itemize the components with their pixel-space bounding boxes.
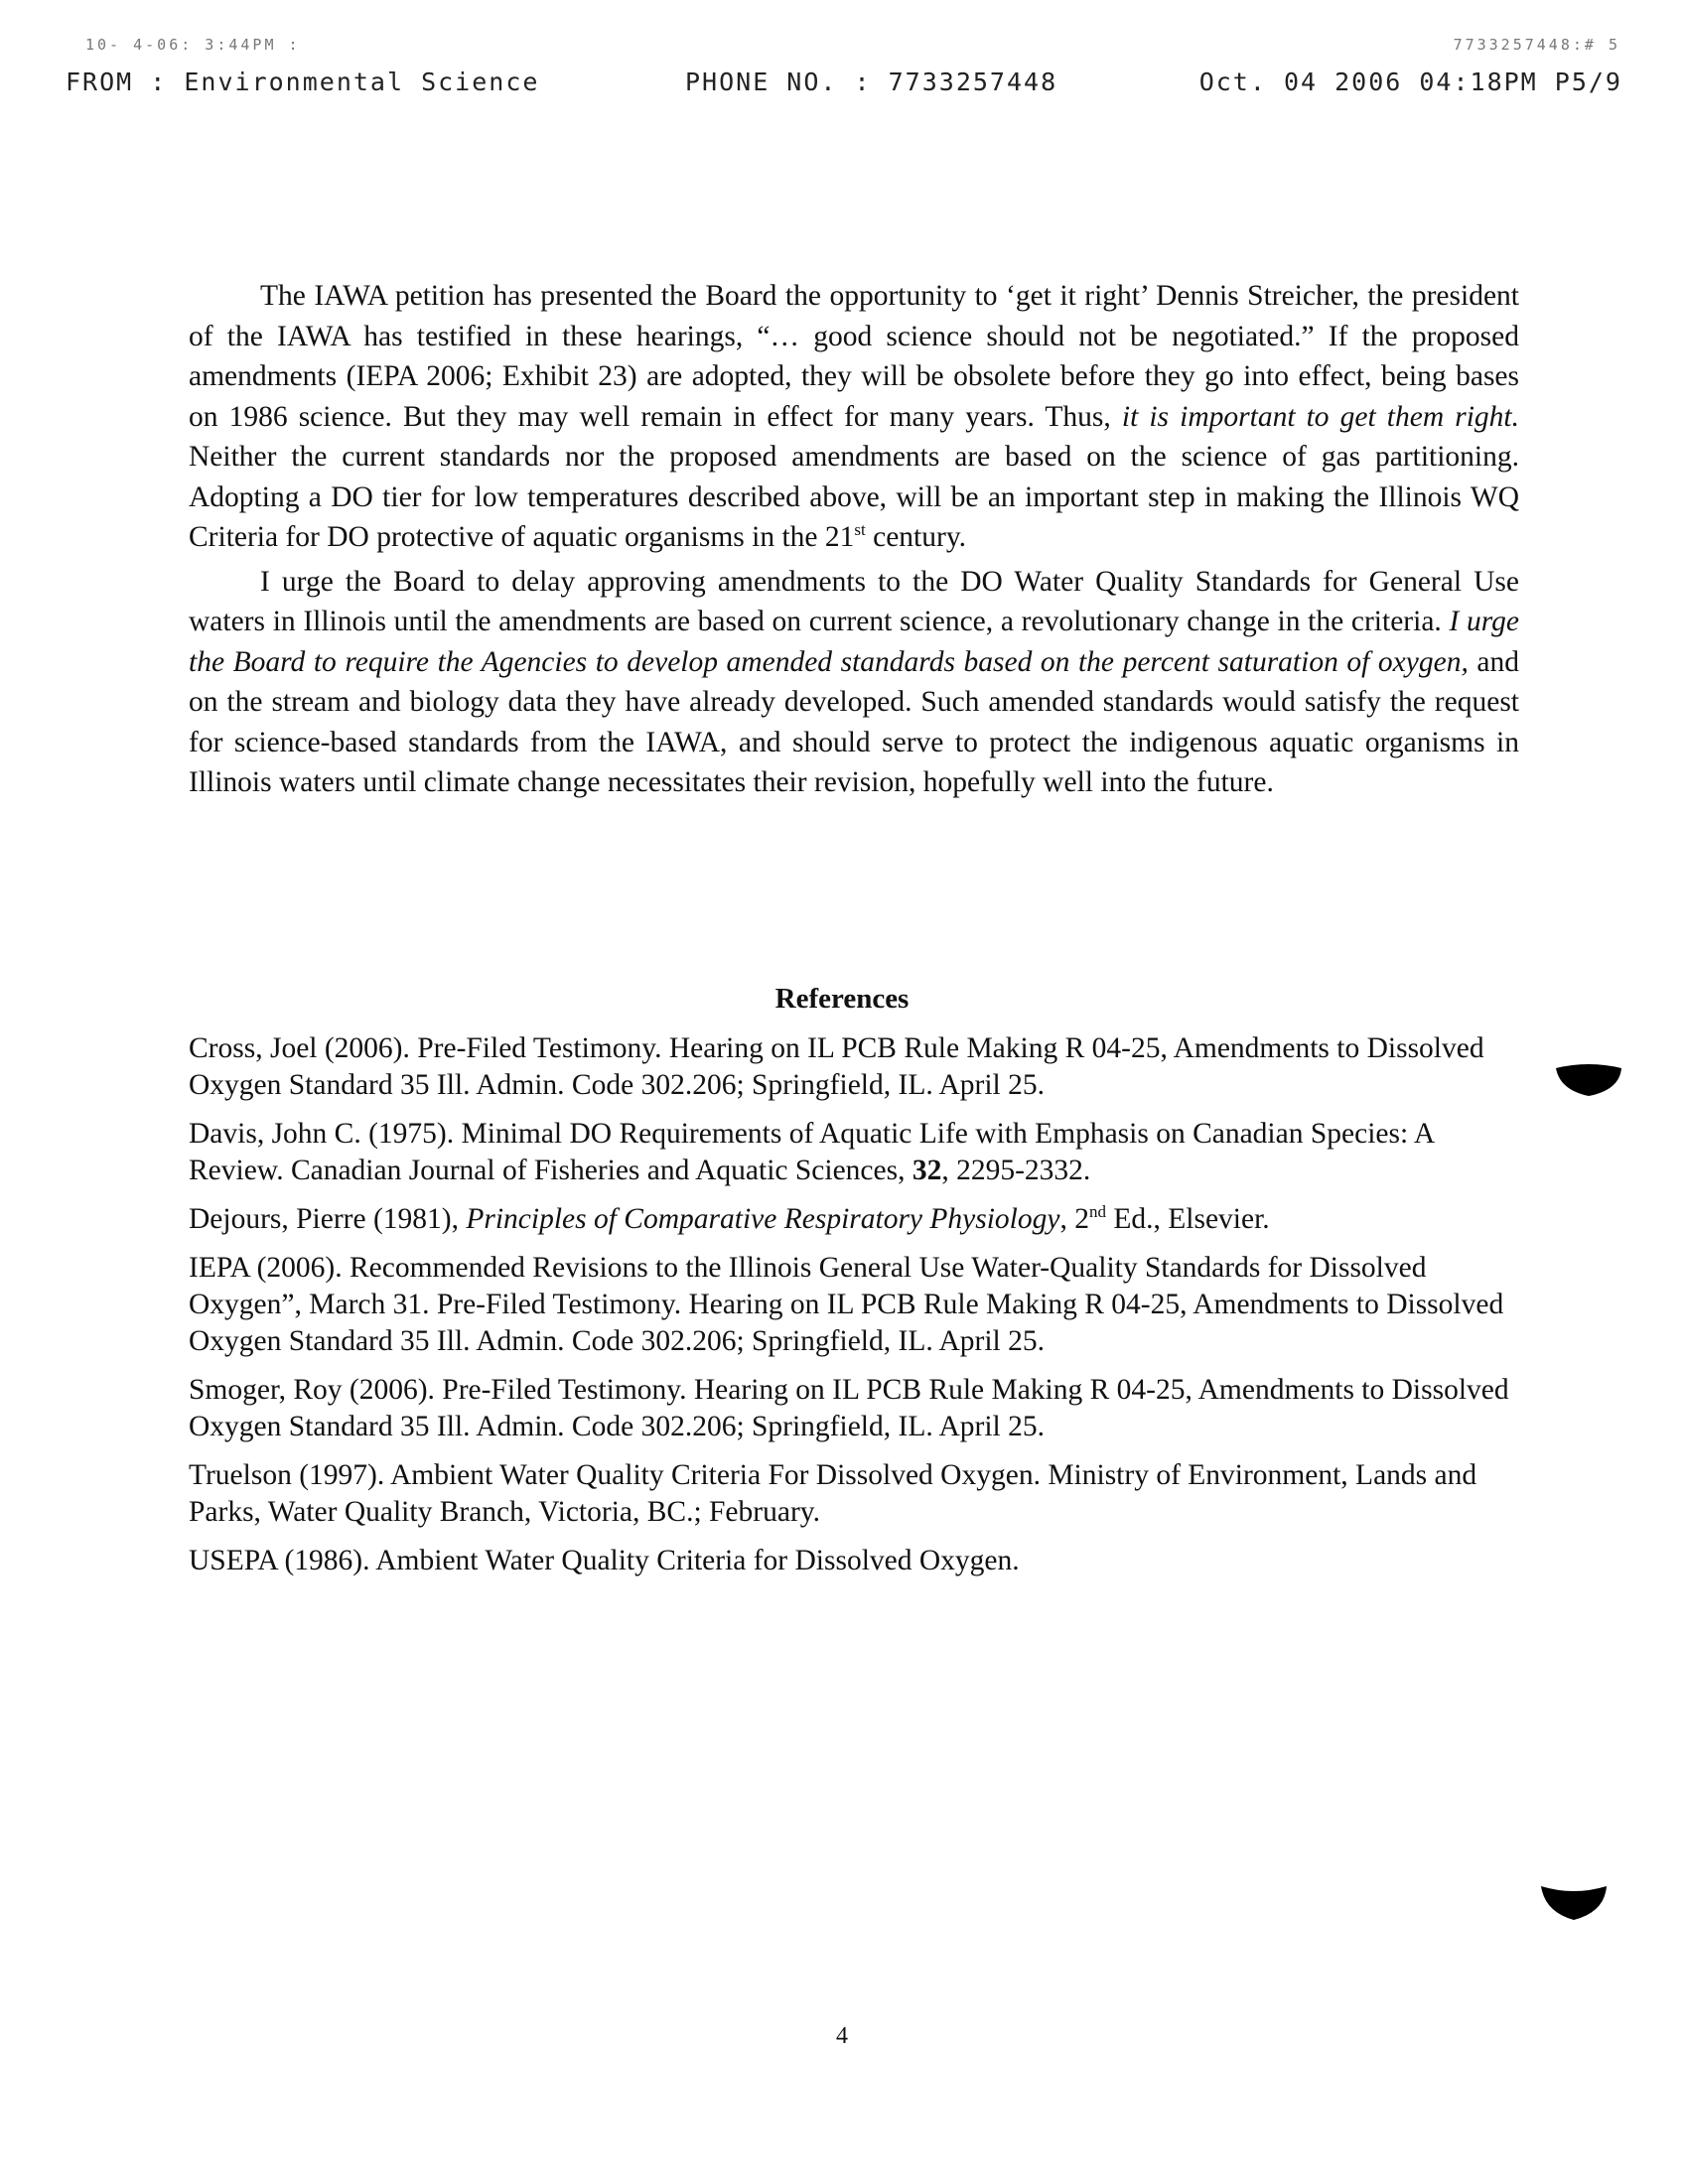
references-list [189,1030,1529,1591]
punch-hole-mark-top-icon [1554,1050,1623,1100]
reference-truelson: Truelson (1997). Ambient Water Quality Criteria For Dissolved Oxygen. Ministry of Environment, Lands and Parks, Water Quality Branch, Victoria, BC.; February. [189,1459,1477,1528]
references-heading: References [774,983,910,1015]
reference-cross: Cross, Joel (2006). Pre-Filed Testimony. Hearing on IL PCB Rule Making R 04-25, Amendments to Dissolved Oxygen Standard 35 Ill. Admin. Code 302.206; Springfield, IL. April 25. [189,1032,1484,1101]
reference-usepa: USEPA (1986). Ambient Water Quality Criteria for Dissolved Oxygen. [189,1545,1020,1576]
reference-smoger: Smoger, Roy (2006). Pre-Filed Testimony. Hearing on IL PCB Rule Making R 04-25, Amendments to Dissolved Oxygen Standard 35 Ill. Admin. Code 302.206; Springfield, IL. April 25. [189,1374,1509,1442]
fax-transmit-stamp: 10- 4-06: 3:44PM : [85,36,301,54]
reference-iepa: IEPA (2006). Recommended Revisions to the Illinois General Use Water-Quality Standards for Dissolved Oxygen”, March 31. Pre-Filed Testimony. Hearing on IL PCB Rule Making R 04-25, Amendments to Dissolved Oxygen Standard 35 Ill. Admin. Code 302.206; Springfield, IL. April 25. [189,1252,1504,1357]
paragraph-1-text-c: century. [865,521,967,553]
fax-phone: PHONE NO. : 7733257448 [685,68,1058,96]
paragraph-1-superscript: st [854,520,866,540]
body-text [189,276,1519,807]
paragraph-1 [189,276,1519,558]
paragraph-2-emphasis: I urge the Board to require the Agencies to develop amended standards based on the percent saturation of oxygen, [189,606,1519,678]
reference-dejours-publisher: Ed., Elsevier. [1105,1203,1270,1235]
reference-dejours-edition: , 2 [1059,1203,1089,1235]
reference-dejours-superscript: nd [1088,1202,1106,1222]
reference-davis [189,1116,1529,1189]
reference-dejours-title: Principles of Comparative Respiratory Physiology [466,1203,1060,1235]
reference-dejours [189,1201,1529,1238]
fax-from: FROM : Environmental Science [66,68,540,96]
paragraph-2 [189,562,1519,803]
paragraph-1-text-b: Neither the current standards nor the proposed amendments are based on the science of gas partitioning. Adopting a DO tier for low temperatures described above, will be an important step in making the Illinois WQ Criteria for DO protective of aquatic organisms in the 21 [189,441,1519,553]
reference-dejours-author: Dejours, Pierre (1981), [189,1203,467,1235]
paragraph-1-emphasis: it is important to get them right. [1121,400,1519,433]
reference-davis-text: Davis, John C. (1975). Minimal DO Requirements of Aquatic Life with Emphasis on Canadian Species: A Review. Canadian Journal of Fisheries and Aquatic Sciences, [189,1118,1434,1186]
punch-hole-mark-bottom-icon [1539,1874,1609,1924]
page-number: 4 [836,2023,848,2049]
reference-davis-volume: 32 [912,1155,942,1186]
fax-date: Oct. 04 2006 04:18PM P5/9 [1198,68,1622,96]
paragraph-1-text-a: The IAWA petition has presented the Board the opportunity to ‘get it right’ Dennis Streicher, the president of the IAWA has testified in these hearings, “… good science should not be negotiated.” If the proposed amendments (IEPA 2006; Exhibit 23) are adopted, they will be obsolete before they go into effect, being bases on 1986 science. But they may well remain in effect for many years. Thus, [189,280,1519,433]
paragraph-2-text-a: I urge the Board to delay approving amendments to the DO Water Quality Standards for General Use waters in Illinois until the amendments are based on current science, a revolutionary change in the criteria. [189,565,1519,637]
reference-davis-pages: , 2295-2332. [941,1155,1091,1186]
fax-page-stamp: 7733257448:# 5 [1453,36,1620,54]
paragraph-2-text-b: and on the stream and biology data they have already developed. Such amended standards would satisfy the request for science-based standards from the IAWA, and should serve to protect the indigenous aquatic organisms in Illinois waters until climate change necessitates their revision, hopefully well into the future. [189,645,1520,798]
